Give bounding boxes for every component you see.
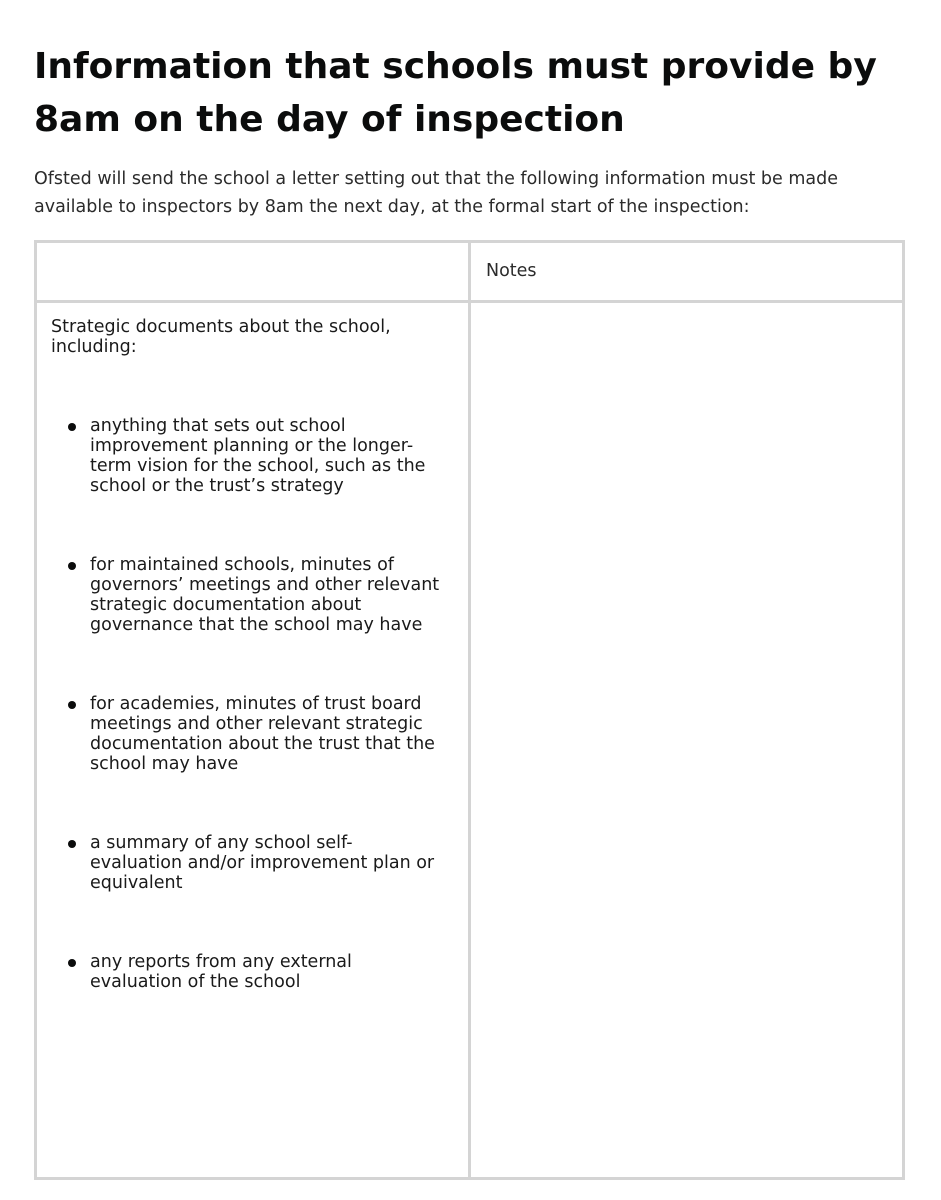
information-table xyxy=(34,240,905,1180)
list-item xyxy=(51,952,440,992)
bullet-dot-icon xyxy=(68,701,76,709)
table-header-row xyxy=(36,242,904,302)
list-item-text: for maintained schools, minutes of governors’ meetings and other relevant strategic documentation about governance that the school may have xyxy=(90,555,440,635)
bullet-dot-icon xyxy=(68,959,76,967)
list-item xyxy=(51,416,440,496)
intro-paragraph: Ofsted will send the school a letter setting out that the following information must be made available to inspectors by 8am the next day, at the formal start of the inspection: xyxy=(34,169,838,217)
list-item-text: any reports from any external evaluation of the school xyxy=(90,952,352,992)
requirements-cell xyxy=(36,302,470,1179)
list-item xyxy=(51,694,440,774)
requirements-list xyxy=(51,416,454,992)
list-item-text: for academies, minutes of trust board meetings and other relevant strategic documentation about the trust that the school may have xyxy=(90,694,435,774)
table-header-notes: Notes xyxy=(470,242,904,302)
list-item-text: anything that sets out school improvement planning or the longer-term vision for the school, such as the school or the trust’s strategy xyxy=(90,416,426,496)
notes-cell[interactable] xyxy=(470,302,904,1179)
page-title: Information that schools must provide by 8am on the day of inspection xyxy=(34,46,877,140)
table-row xyxy=(36,302,904,1179)
list-item xyxy=(51,833,440,893)
list-item-text: a summary of any school self-evaluation and/or improvement plan or equivalent xyxy=(90,833,435,893)
table-header-blank xyxy=(36,242,470,302)
bullet-dot-icon xyxy=(68,562,76,570)
list-item xyxy=(51,555,440,635)
bullet-dot-icon xyxy=(68,423,76,431)
row-lead-text: Strategic documents about the school, including: xyxy=(51,317,391,357)
bullet-dot-icon xyxy=(68,840,76,848)
